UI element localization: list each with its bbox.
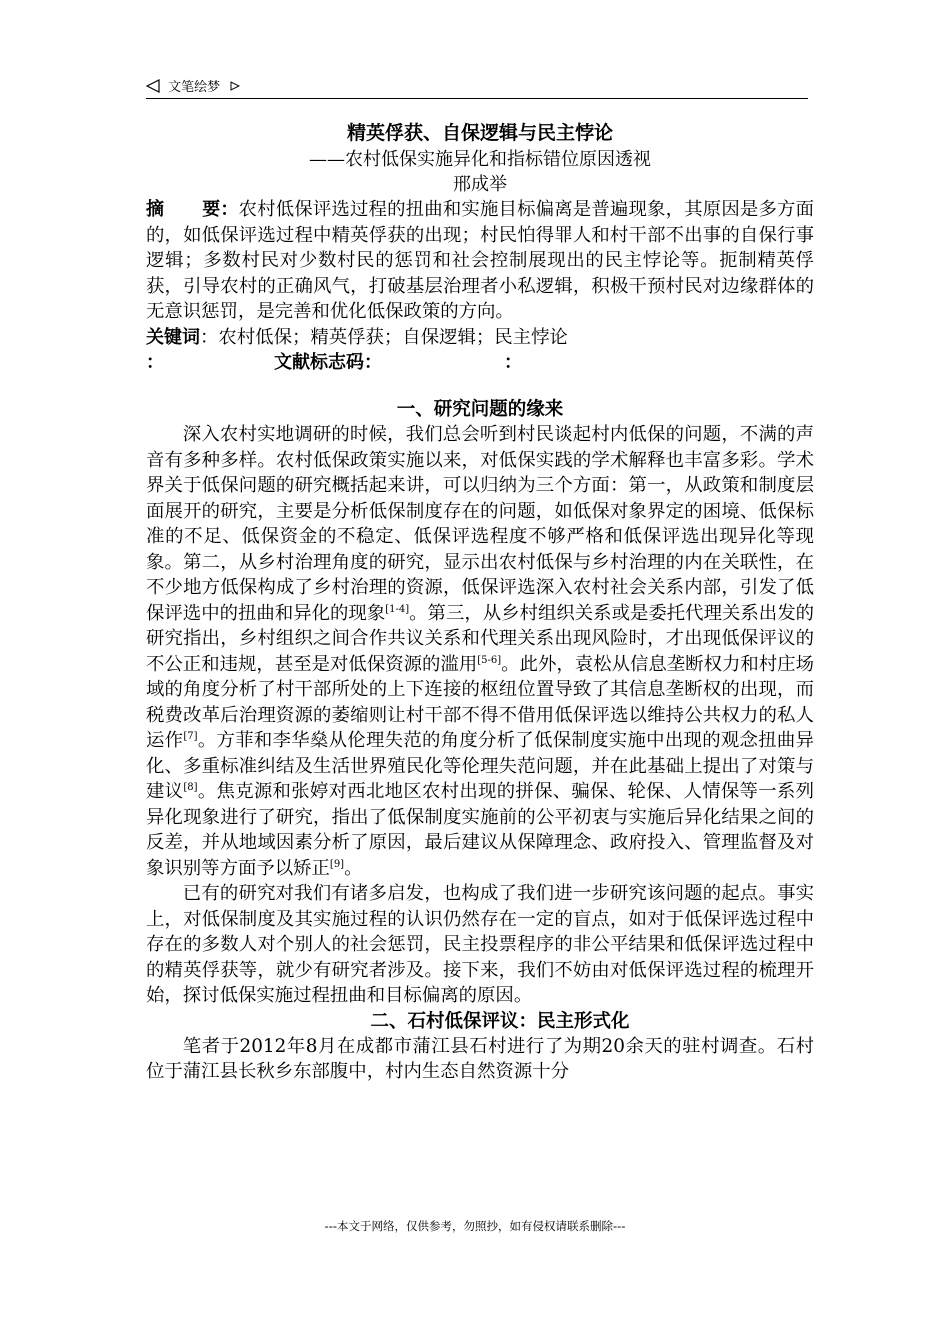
abstract-colon: ： (220, 199, 239, 220)
citation: [8] (183, 782, 198, 793)
classification-line (146, 350, 814, 375)
footer-notice: ---本文于网络，仅供参考，勿照抄，如有侵权请联系删除--- (324, 1219, 626, 1233)
page-header (146, 76, 808, 98)
doc-author: 邢成举 (453, 174, 507, 195)
citation: [5-6] (477, 654, 502, 666)
keywords-text: ：农村低保；精英俘获；自保逻辑；民主悖论 (200, 326, 568, 348)
keywords-paragraph (146, 325, 814, 351)
text-run: 。焦克源和张婷对西北地区农村出现的拼保、骗保、轮保、人情保等一系列异化现象进行了研究，指出了低保制度实施前的公平初衷与实施后异化结果之间的反差，并从地域因素分析了原因，最后建议从保障理念、政府投入、管理监督及对象识别等方面予以矫正 (146, 781, 814, 879)
text-run: 深入农村实地调研的时候，我们总会听到村民谈起村内低保的问题，不满的声音有多种多样。农村低保政策实施以来，对低保实践的学术解释也丰富多彩。学术界关于低保问题的研究概括起来讲，可以归纳为三个方面：第一，从政策和制度层面展开的研究，主要是分析低保制度存在的问题，如低保对象界定的困境、低保标准的不足、低保资金的不稳定、低保评选程度不够严格和低保评选出现异化等现象。第二，从乡村治理角度的研究，显示出农村低保与乡村治理的内在关联性，在不少地方低保构成了乡村治理的资源，低保评选深入农村社会关系内部，引发了低保评选中的扭曲和异化的现象 (146, 424, 814, 624)
text-run: 。第三，从乡村组织关系或是委托代理关系出发的研究指出，乡村组织之间合作共议关系和代理关系出现风险时，才出现低保评议的不公正和违规，甚至是对低保资源的滥用 (146, 602, 814, 675)
document-code-label: 文献标志码 (274, 352, 364, 373)
section1-paragraph-1 (146, 422, 814, 881)
section1-paragraph-2: 已有的研究对我们有诸多启发，也构成了我们进一步研究该问题的起点。事实上，对低保制度及其实施过程的认识仍然存在一定的盲点，如对于低保评选过程中存在的多数人对个别人的社会惩罚，民主投票程序的非公平结果和低保评选过程中的精英俘获等，就少有研究者涉及。接下来，我们不妨由对低保评选过程的梳理开始，探讨低保实施过程扭曲和目标偏离的原因。 (146, 883, 814, 1006)
section-heading-1: 一、研究问题的缘来 (396, 399, 564, 420)
doc-title: 精英俘获、自保逻辑与民主悖论 (346, 122, 613, 144)
abstract-text: 农村低保评选过程的扭曲和实施目标偏离是普遍现象，其原因是多方面的，如低保评选过程中精英俘获的出现；村民怕得罪人和村干部不出事的自保行事逻辑；多数村民对少数村民的惩罚和社会控制展现出的民主悖论等。扼制精英俘获，引导农村的正确风气，打破基层治理者小私逻辑，积极干预村民对边缘群体的无意识惩罚，是完善和优化低保政策的方向。 (146, 199, 815, 322)
article-id-colon: ： (504, 352, 522, 373)
triangle-left-icon (146, 79, 160, 93)
keywords-label: 关键词 (146, 326, 200, 348)
classification-colon: ： (146, 352, 164, 373)
citation: [9] (329, 858, 345, 870)
text-run: 。 (344, 857, 363, 879)
text-run: 。方菲和李华燊从伦理失范的角度分析了低保制度实施中出现的观念扭曲异化、多重标准纠结及生活世界殖民化等伦理失范问题，并在此基础上提出了对策与建议 (146, 730, 814, 802)
text-run: 。此外，袁松从信息垄断权力和村庄场域的角度分析了村干部所处的上下连接的枢纽位置导致了其信息垄断权的出现，而税费改革后治理资源的萎缩则让村干部不得不借用低保评选以维持公共权力的私人运作 (146, 653, 814, 751)
abstract-label: 摘要 (146, 199, 221, 220)
header-rule (146, 98, 808, 99)
document-body (146, 120, 814, 1085)
document-code-colon: ： (364, 352, 382, 373)
triangle-right-icon (230, 81, 240, 91)
citation: [1-4] (385, 603, 410, 615)
doc-subtitle: ——农村低保实施异化和指标错位原因透视 (309, 149, 651, 170)
header-brand: 文笔绘梦 (168, 80, 221, 95)
section2-paragraph-1: 笔者于2012年8月在成都市蒲江县石村进行了为期20余天的驻村调查。石村位于蒲江县长秋乡东部腹中，村内生态自然资源十分 (146, 1035, 814, 1082)
abstract-paragraph (146, 197, 814, 325)
section-heading-2: 二、石村低保评议：民主形式化 (370, 1010, 630, 1032)
citation: [7] (183, 731, 198, 742)
